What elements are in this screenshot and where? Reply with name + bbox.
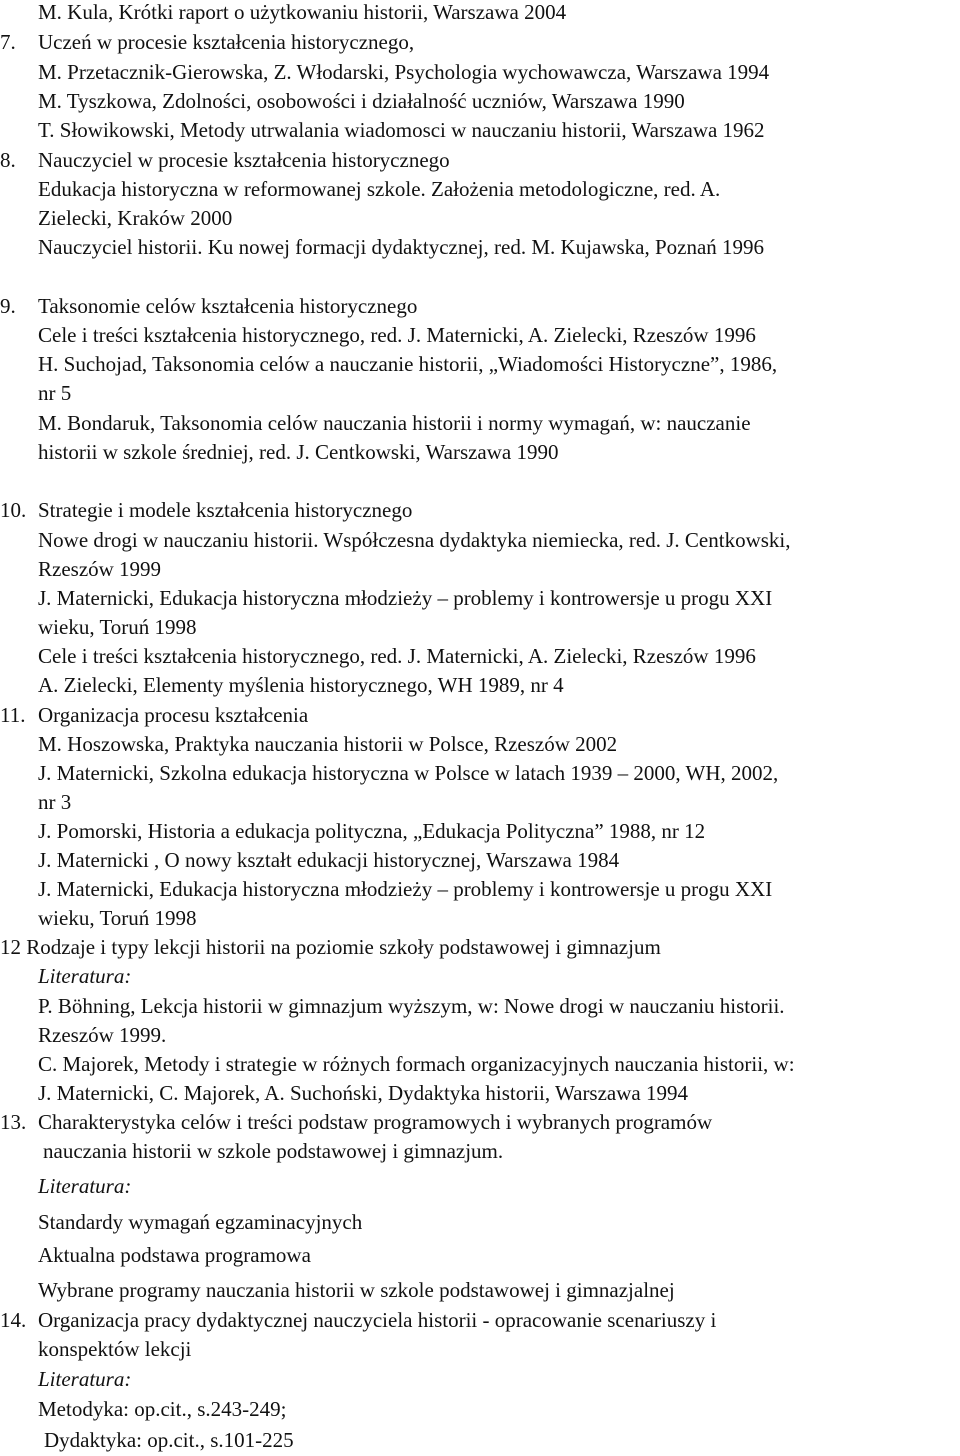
heading-text: 12 Rodzaje i typy lekcji historii na poziomie szkoły podstawowej i gimnazjum: [0, 935, 661, 959]
line-text: Rzeszów 1999: [38, 557, 162, 581]
line-text: konspektów lekcji: [38, 1337, 192, 1361]
line-text: Nowe drogi w nauczaniu historii. Współczesna dydaktyka niemiecka, red. J. Centkowski,: [38, 528, 791, 552]
item-number: 10.: [0, 498, 27, 522]
heading-text: Organizacja procesu kształcenia: [38, 703, 309, 727]
line-text: nr 3: [38, 790, 72, 814]
line-text: Cele i treści kształcenia historycznego, red. J. Maternicki, A. Zielecki, Rzeszów 1996: [38, 644, 756, 668]
line-text: Edukacja historyczna w reformowanej szkole. Założenia metodologiczne, red. A.: [38, 177, 721, 201]
line-text: Zielecki, Kraków 2000: [38, 206, 233, 230]
heading-text: Nauczyciel w procesie kształcenia historycznego: [38, 148, 450, 172]
literature-label: Literatura:: [38, 964, 132, 988]
line-text: wieku, Toruń 1998: [38, 615, 197, 639]
line-text: A. Zielecki, Elementy myślenia historycznego, WH 1989, nr 4: [38, 673, 564, 697]
heading-text: Charakterystyka celów i treści podstaw programowych i wybranych programów: [38, 1110, 713, 1134]
line-text: H. Suchojad, Taksonomia celów a nauczanie historii, „Wiadomości Historyczne”, 1986,: [38, 352, 778, 376]
line-text: Rzeszów 1999.: [38, 1023, 167, 1047]
line-text: M. Kula, Krótki raport o użytkowaniu historii, Warszawa 2004: [38, 0, 567, 24]
heading-text: Taksonomie celów kształcenia historycznego: [38, 294, 418, 318]
line-text: P. Böhning, Lekcja historii w gimnazjum wyższym, w: Nowe drogi w nauczaniu historii.: [38, 994, 785, 1018]
line-text: J. Maternicki, Szkolna edukacja historyczna w Polsce w latach 1939 – 2000, WH, 2002,: [38, 761, 779, 785]
line-text: M. Przetacznik-Gierowska, Z. Włodarski, Psychologia wychowawcza, Warszawa 1994: [38, 60, 770, 84]
line-text: J. Maternicki, Edukacja historyczna młodzieży – problemy i kontrowersje u progu XXI: [38, 586, 773, 610]
item-number: 9.: [0, 294, 16, 318]
item-number: 13.: [0, 1110, 27, 1134]
line-text: J. Maternicki, Edukacja historyczna młodzieży – problemy i kontrowersje u progu XXI: [38, 877, 773, 901]
item-number: 14.: [0, 1308, 27, 1332]
literature-label: Literatura:: [38, 1367, 132, 1391]
line-text: Aktualna podstawa programowa: [38, 1243, 311, 1267]
line-text: M. Bondaruk, Taksonomia celów nauczania historii i normy wymagań, w: nauczanie: [38, 411, 751, 435]
line-text: T. Słowikowski, Metody utrwalania wiadomosci w nauczaniu historii, Warszawa 1962: [38, 118, 765, 142]
line-text: M. Tyszkowa, Zdolności, osobowości i działalność uczniów, Warszawa 1990: [38, 89, 685, 113]
line-text: Wybrane programy nauczania historii w szkole podstawowej i gimnazjalnej: [38, 1278, 675, 1302]
literature-label: Literatura:: [38, 1174, 132, 1198]
line-text: J. Pomorski, Historia a edukacja polityczna, „Edukacja Polityczna” 1988, nr 12: [38, 819, 706, 843]
line-text: Nauczyciel historii. Ku nowej formacji dydaktycznej, red. M. Kujawska, Poznań 1996: [38, 235, 765, 259]
line-text: M. Hoszowska, Praktyka nauczania historii w Polsce, Rzeszów 2002: [38, 732, 618, 756]
line-text: J. Maternicki , O nowy kształt edukacji historycznej, Warszawa 1984: [38, 848, 620, 872]
line-text: nr 5: [38, 381, 72, 405]
heading-text: Uczeń w procesie kształcenia historycznego,: [38, 30, 415, 54]
line-text: nauczania historii w szkole podstawowej i gimnazjum.: [43, 1139, 504, 1163]
line-text: wieku, Toruń 1998: [38, 906, 197, 930]
line-text: C. Majorek, Metody i strategie w różnych formach organizacyjnych nauczania historii, w:: [38, 1052, 795, 1076]
heading-text: Organizacja pracy dydaktycznej nauczyciela historii - opracowanie scenariuszy i: [38, 1308, 717, 1332]
line-text: Standardy wymagań egzaminacyjnych: [38, 1210, 363, 1234]
line-text: Cele i treści kształcenia historycznego, red. J. Maternicki, A. Zielecki, Rzeszów 1996: [38, 323, 756, 347]
line-text: J. Maternicki, C. Majorek, A. Suchoński, Dydaktyka historii, Warszawa 1994: [38, 1081, 688, 1105]
line-text: historii w szkole średniej, red. J. Centkowski, Warszawa 1990: [38, 440, 559, 464]
item-number: 8.: [0, 148, 16, 172]
line-text: Metodyka: op.cit., s.243-249;: [38, 1397, 287, 1421]
item-number: 11.: [0, 703, 26, 727]
line-text: Dydaktyka: op.cit., s.101-225: [44, 1428, 294, 1452]
item-number: 7.: [0, 30, 16, 54]
heading-text: Strategie i modele kształcenia historycznego: [38, 498, 413, 522]
